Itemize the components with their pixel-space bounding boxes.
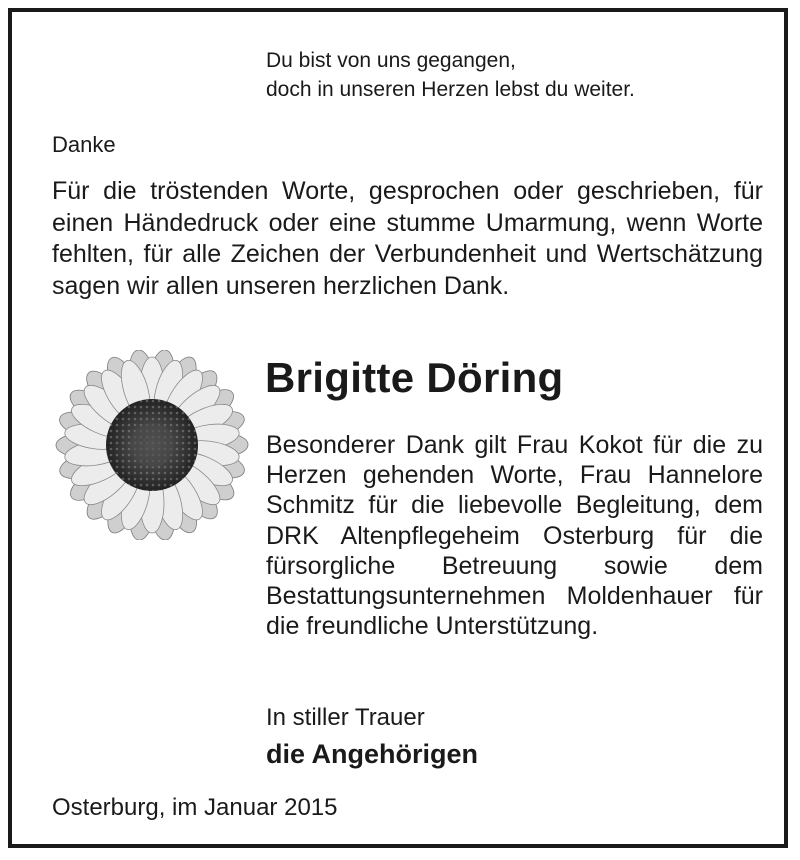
thanks-heading: Danke — [52, 132, 116, 157]
sunflower-icon — [48, 350, 258, 540]
motto-line-1: Du bist von uns gegangen, — [266, 49, 516, 72]
mourning-line: In stiller Trauer — [266, 704, 425, 731]
signature: die Angehörigen — [266, 739, 479, 769]
deceased-name: Brigitte Döring — [265, 354, 564, 401]
motto — [266, 46, 635, 104]
place-date: Osterburg, im Januar 2015 — [52, 794, 338, 821]
special-thanks-paragraph: Besonderer Dank gilt Frau Kokot für die zu Herzen gehenden Worte, Frau Hannelore Schmitz für die liebevolle Begleitung, dem DRK Altenpflegeheim Osterburg für die fürsorgliche Betreuung sowie dem Bestattungsunternehmen Moldenhauer für die freundliche Unterstützung. — [266, 431, 763, 641]
obituary-notice — [8, 8, 788, 848]
thanks-paragraph: Für die tröstenden Worte, gesprochen oder geschrieben, für einen Händedruck oder eine stumme Umarmung, wenn Worte fehlten, für alle Zeichen der Verbundenheit und Wertschätzung sagen wir allen unseren herzlichen Dank. — [52, 177, 763, 300]
motto-line-2: doch in unseren Herzen lebst du weiter. — [266, 78, 635, 101]
